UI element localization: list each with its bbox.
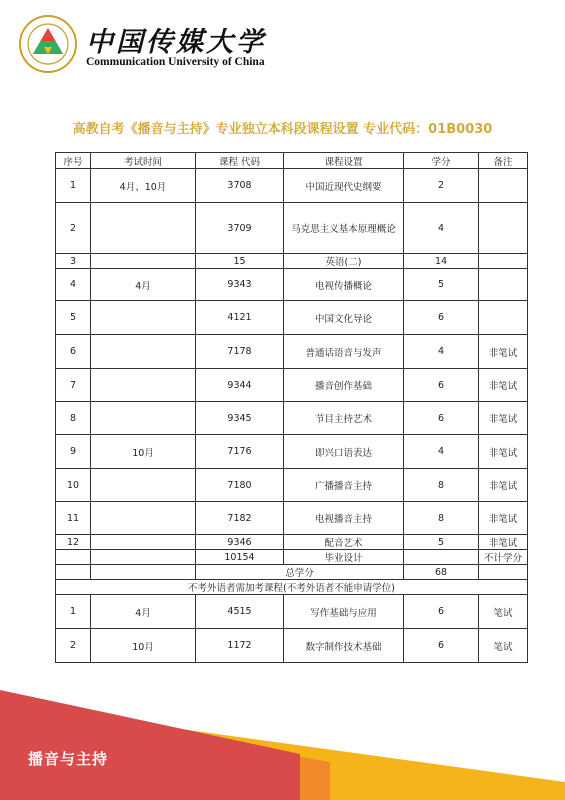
cell-code: 4121	[196, 301, 284, 335]
cell-credit: 14	[404, 254, 479, 269]
cell-code: 9344	[196, 369, 284, 402]
cell-note	[479, 169, 528, 203]
cell-code: 7180	[196, 469, 284, 502]
cell-note: 不计学分	[479, 550, 528, 565]
cell-course: 电视播音主持	[284, 502, 404, 535]
cell-credit: 6	[404, 369, 479, 402]
cell-course: 中国近现代史纲要	[284, 169, 404, 203]
cell-credit: 4	[404, 335, 479, 369]
column-header-code: 课程 代码	[196, 153, 284, 169]
cell-no: 7	[56, 369, 91, 402]
cell-credit: 4	[404, 435, 479, 469]
cell-time: 4月	[91, 595, 196, 629]
table-row	[56, 469, 528, 502]
cell-note: 非笔试	[479, 469, 528, 502]
cell-code: 7176	[196, 435, 284, 469]
extra-courses-header: 不考外语者需加考课程(不考外语者不能申请学位)	[56, 580, 528, 595]
cell-time	[91, 550, 196, 565]
cell-course: 配音艺术	[284, 535, 404, 550]
column-header-course: 课程设置	[284, 153, 404, 169]
cell-code: 15	[196, 254, 284, 269]
cell-course: 广播播音主持	[284, 469, 404, 502]
cell-course: 节目主持艺术	[284, 402, 404, 435]
cell-note	[479, 254, 528, 269]
cell-time	[91, 254, 196, 269]
cell-credit	[404, 550, 479, 565]
cell-course: 数字制作技术基础	[284, 629, 404, 663]
brand-chinese-name: 中国传媒大学	[86, 27, 266, 58]
cell-course: 电视传播概论	[284, 269, 404, 301]
cell-no: 6	[56, 335, 91, 369]
cell-no: 1	[56, 595, 91, 629]
cell-course: 英语(二)	[284, 254, 404, 269]
cell-note: 非笔试	[479, 435, 528, 469]
cell-no: 8	[56, 402, 91, 435]
cell-code: 4515	[196, 595, 284, 629]
cell-note	[479, 203, 528, 254]
cell-course: 写作基础与应用	[284, 595, 404, 629]
table-row	[56, 203, 528, 254]
total-credits-value: 68	[404, 565, 479, 580]
brand-english-name: Communication University of China	[86, 56, 265, 68]
cell-time	[91, 565, 196, 580]
table-row	[56, 502, 528, 535]
column-header-credit: 学分	[404, 153, 479, 169]
column-header-no: 序号	[56, 153, 91, 169]
table-row	[56, 402, 528, 435]
cell-no: 1	[56, 169, 91, 203]
cell-code: 9345	[196, 402, 284, 435]
cell-course: 马克思主义基本原理概论	[284, 203, 404, 254]
column-header-time: 考试时间	[91, 153, 196, 169]
cell-note: 非笔试	[479, 502, 528, 535]
cell-time: 4月、10月	[91, 169, 196, 203]
cell-course: 即兴口语表达	[284, 435, 404, 469]
cell-no: 12	[56, 535, 91, 550]
table-header-row	[56, 153, 528, 169]
table-row	[56, 629, 528, 663]
cell-code: 10154	[196, 550, 284, 565]
table-row	[56, 169, 528, 203]
cell-course: 毕业设计	[284, 550, 404, 565]
table-row	[56, 254, 528, 269]
cell-code: 3708	[196, 169, 284, 203]
column-header-note: 备注	[479, 153, 528, 169]
cell-credit: 2	[404, 169, 479, 203]
cell-code: 7182	[196, 502, 284, 535]
cell-note	[479, 301, 528, 335]
cell-credit: 6	[404, 629, 479, 663]
table-row	[56, 269, 528, 301]
extra-courses-header-row	[56, 580, 528, 595]
cell-no: 11	[56, 502, 91, 535]
cell-time: 10月	[91, 629, 196, 663]
cell-credit: 4	[404, 203, 479, 254]
cell-credit: 6	[404, 402, 479, 435]
cell-time	[91, 335, 196, 369]
cell-credit: 5	[404, 269, 479, 301]
table-row	[56, 595, 528, 629]
cell-course: 播音创作基础	[284, 369, 404, 402]
table-row	[56, 435, 528, 469]
cell-note: 非笔试	[479, 369, 528, 402]
cell-note: 笔试	[479, 629, 528, 663]
cell-no: 5	[56, 301, 91, 335]
table-row	[56, 369, 528, 402]
cell-note: 非笔试	[479, 402, 528, 435]
cell-note	[479, 565, 528, 580]
table-row	[56, 535, 528, 550]
cell-time	[91, 301, 196, 335]
cell-no: 10	[56, 469, 91, 502]
cell-credit: 6	[404, 595, 479, 629]
cell-code: 1172	[196, 629, 284, 663]
cell-time	[91, 502, 196, 535]
cell-time	[91, 402, 196, 435]
total-credits-row	[56, 565, 528, 580]
cell-note: 笔试	[479, 595, 528, 629]
cell-code: 9346	[196, 535, 284, 550]
document-title: 高教自考《播音与主持》专业独立本科段课程设置 专业代码：01B0030	[72, 122, 493, 137]
university-seal-logo	[18, 14, 78, 74]
cell-no: 9	[56, 435, 91, 469]
cell-note	[479, 269, 528, 301]
cell-credit: 8	[404, 502, 479, 535]
cell-course: 中国文化导论	[284, 301, 404, 335]
cell-note: 非笔试	[479, 335, 528, 369]
cell-course: 普通话语音与发声	[284, 335, 404, 369]
cell-no: 2	[56, 203, 91, 254]
cell-credit: 5	[404, 535, 479, 550]
cell-no: 3	[56, 254, 91, 269]
cell-code: 7178	[196, 335, 284, 369]
cell-code: 9343	[196, 269, 284, 301]
cell-no	[56, 550, 91, 565]
course-table	[55, 152, 528, 663]
table-row	[56, 550, 528, 565]
table-row	[56, 301, 528, 335]
footer-program-label: 播音与主持	[28, 750, 109, 768]
cell-time	[91, 369, 196, 402]
cell-time	[91, 535, 196, 550]
cell-time: 4月	[91, 269, 196, 301]
table-row	[56, 335, 528, 369]
cell-time: 10月	[91, 435, 196, 469]
cell-no	[56, 565, 91, 580]
cell-note: 非笔试	[479, 535, 528, 550]
cell-credit: 8	[404, 469, 479, 502]
cell-time	[91, 203, 196, 254]
cell-no: 2	[56, 629, 91, 663]
cell-code: 3709	[196, 203, 284, 254]
cell-no: 4	[56, 269, 91, 301]
cell-credit: 6	[404, 301, 479, 335]
footer-decoration	[0, 690, 565, 800]
cell-time	[91, 469, 196, 502]
total-credits-label: 总学分	[196, 565, 404, 580]
